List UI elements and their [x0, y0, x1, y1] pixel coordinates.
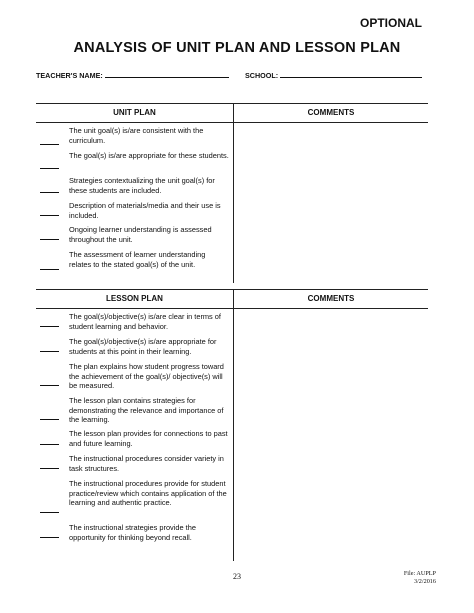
- checkbox-line[interactable]: [40, 326, 59, 327]
- page-title: ANALYSIS OF UNIT PLAN AND LESSON PLAN: [73, 40, 401, 56]
- school-blank: [280, 70, 422, 78]
- teacher-name-label: TEACHER'S NAME:: [36, 71, 103, 80]
- unit-plan-comments-heading: COMMENTS: [307, 108, 355, 117]
- checkbox-line[interactable]: [40, 444, 59, 445]
- lesson-plan-item-text: The instructional procedures provide for student practice/review which contains application of the learning and authentic practice.: [69, 479, 227, 508]
- lesson-plan-item-text: The instructional strategies provide the opportunity for thinking beyond recall.: [69, 523, 196, 542]
- unit-plan-item-text: The unit goal(s) is/are consistent with the curriculum.: [69, 126, 204, 145]
- checkbox-line[interactable]: [40, 144, 59, 145]
- unit-plan-heading: UNIT PLAN: [36, 104, 234, 122]
- unit-plan-divider: [233, 122, 234, 283]
- checkbox-line[interactable]: [40, 468, 59, 469]
- checkbox-line[interactable]: [40, 269, 59, 270]
- checkbox-line[interactable]: [40, 385, 59, 386]
- checkbox-line[interactable]: [40, 537, 59, 538]
- teacher-name-field: [36, 70, 229, 80]
- lesson-plan-section: [36, 289, 428, 561]
- checkbox-line[interactable]: [40, 239, 59, 240]
- teacher-name-blank: [105, 70, 229, 78]
- unit-plan-section: [36, 103, 428, 283]
- checkbox-line[interactable]: [40, 192, 59, 193]
- unit-plan-header: [36, 103, 428, 123]
- unit-plan-item-text: Strategies contextualizing the unit goal(s) for these students are included.: [69, 176, 215, 195]
- file-date: 3/2/2016: [413, 578, 436, 585]
- lesson-plan-item-text: The lesson plan contains strategies for demonstrating the relevance and importance of the learning.: [69, 396, 224, 425]
- school-field: [245, 70, 422, 80]
- checkbox-line[interactable]: [40, 512, 59, 513]
- file-reference: [404, 570, 436, 586]
- unit-plan-item-text: The goal(s) is/are appropriate for these students.: [69, 151, 229, 160]
- lesson-plan-header: [36, 289, 428, 309]
- unit-plan-item-text: Ongoing learner understanding is assessed throughout the unit.: [69, 225, 212, 244]
- lesson-plan-item-text: The goal(s)/objective(s) is/are appropriate for students at this point in their learning.: [69, 337, 217, 356]
- checkbox-line[interactable]: [40, 351, 59, 352]
- lesson-plan-comments-heading: COMMENTS: [307, 294, 355, 303]
- page-number: 23: [233, 572, 241, 581]
- checkbox-line[interactable]: [40, 419, 59, 420]
- lesson-plan-divider: [233, 308, 234, 561]
- lesson-plan-item-text: The instructional procedures consider variety in task structures.: [69, 454, 224, 473]
- unit-plan-item-text: The assessment of learner understanding relates to the stated goal(s) of the unit.: [69, 250, 206, 269]
- lesson-plan-item-text: The lesson plan provides for connections to past and future learning.: [69, 429, 228, 448]
- unit-plan-item-text: Description of materials/media and their use is included.: [69, 201, 221, 220]
- checkbox-line[interactable]: [40, 168, 59, 169]
- lesson-plan-item-text: The goal(s)/objective(s) is/are clear in terms of student learning and behavior.: [69, 312, 221, 331]
- lesson-plan-item-text: The plan explains how student progress toward the achievement of the goal(s)/ objective(s) will be measured.: [69, 362, 224, 391]
- checkbox-line[interactable]: [40, 215, 59, 216]
- file-name: File: AUPLP: [403, 570, 436, 577]
- school-label: SCHOOL:: [245, 71, 279, 80]
- lesson-plan-heading: LESSON PLAN: [36, 290, 234, 308]
- optional-label: OPTIONAL: [360, 16, 422, 30]
